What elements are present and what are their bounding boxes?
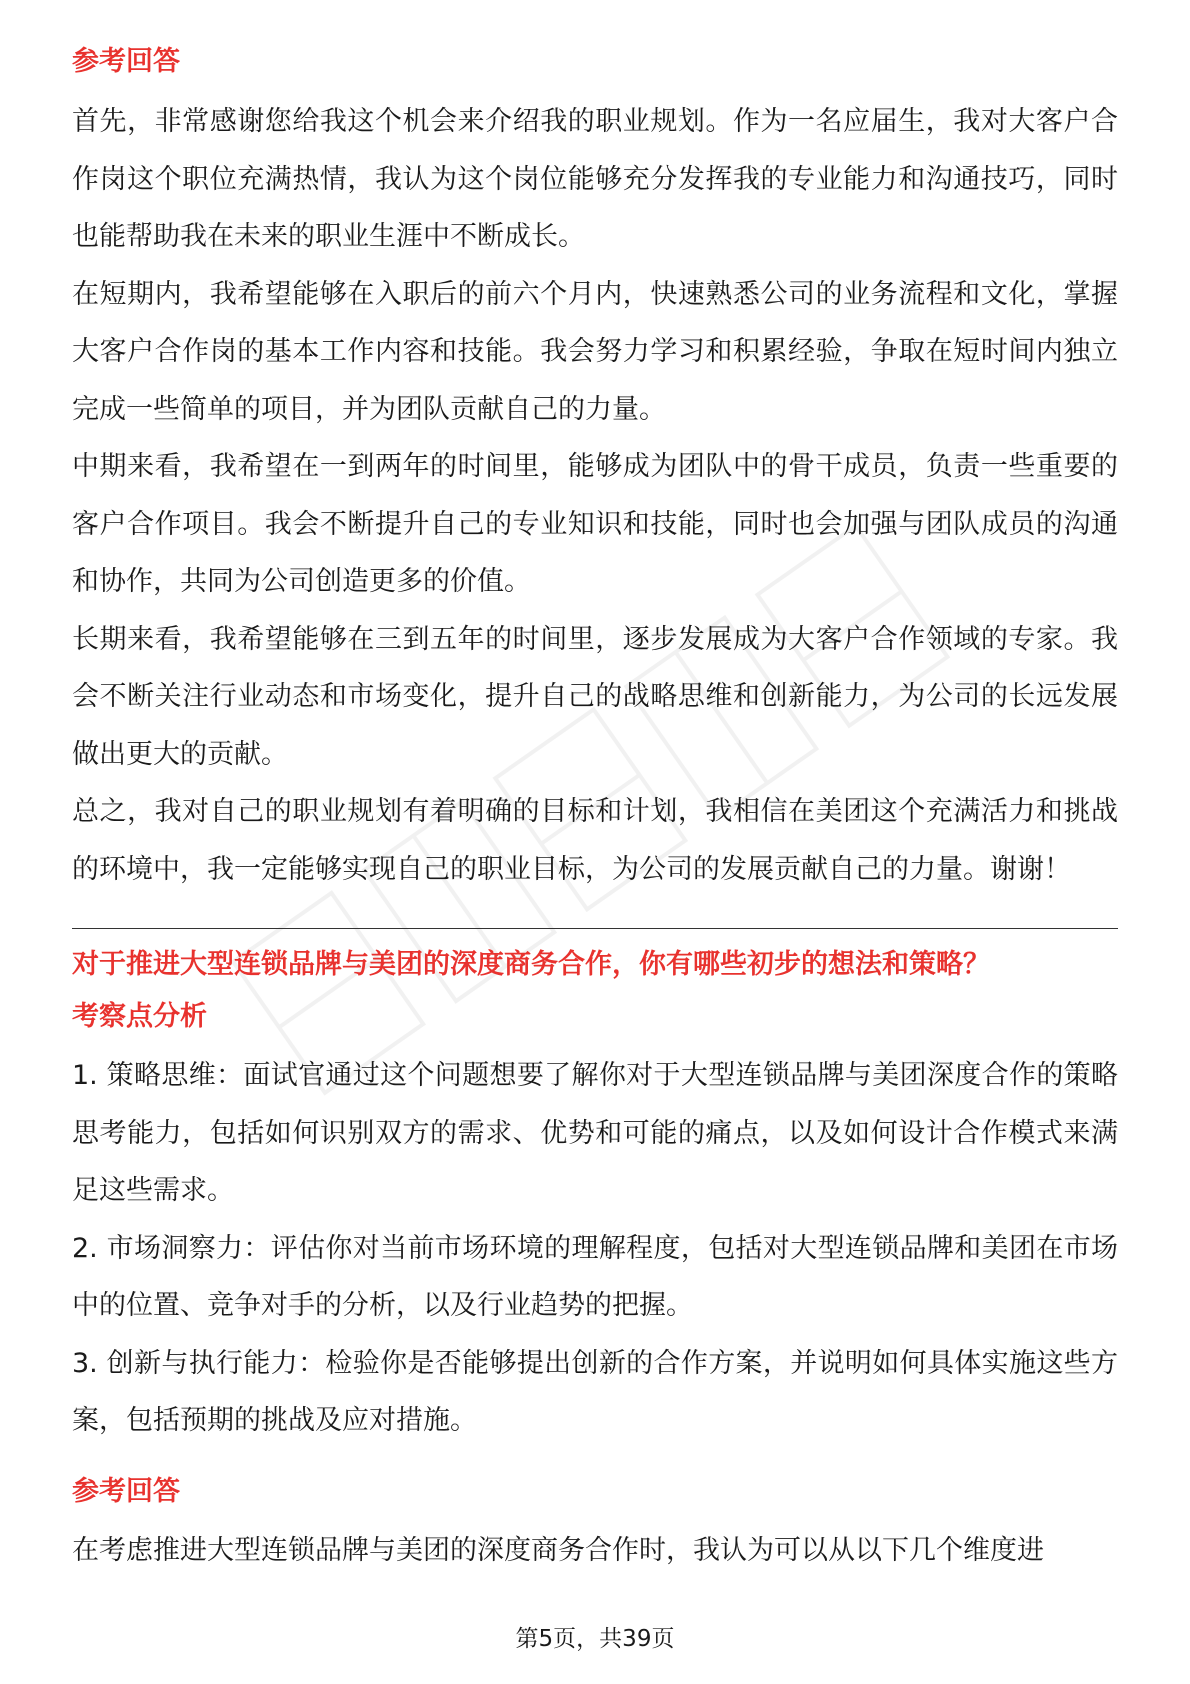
analysis-item-3: 3. 创新与执行能力：检验你是否能够提出创新的合作方案，并说明如何具体实施这些方案，包括预期的挑战及应对措施。 <box>72 1347 1118 1436</box>
answer2-paragraph-1: 在考虑推进大型连锁品牌与美团的深度商务合作时，我认为可以从以下几个维度进 <box>72 1534 1044 1566</box>
document-page <box>72 0 1118 1579</box>
answer-paragraph-2: 在短期内，我希望能够在入职后的前六个月内，快速熟悉公司的业务流程和文化，掌握大客户合作岗的基本工作内容和技能。我会努力学习和积累经验，争取在短时间内独立完成一些简单的项目，并为团队贡献自己的力量。 <box>72 278 1118 425</box>
answer-paragraph-4: 长期来看，我希望能够在三到五年的时间里，逐步发展成为大客户合作领域的专家。我会不断关注行业动态和市场变化，提升自己的战略思维和创新能力，为公司的长远发展做出更大的贡献。 <box>72 623 1118 770</box>
analysis-item-2: 2. 市场洞察力：评估你对当前市场环境的理解程度，包括对大型连锁品牌和美团在市场中的位置、竞争对手的分析，以及行业趋势的把握。 <box>72 1232 1118 1321</box>
interview-question: 对于推进大型连锁品牌与美团的深度商务合作，你有哪些初步的想法和策略？ <box>72 949 990 980</box>
answer-paragraph-3: 中期来看，我希望在一到两年的时间里，能够成为团队中的骨干成员，负责一些重要的客户合作项目。我会不断提升自己的专业知识和技能，同时也会加强与团队成员的沟通和协作，共同为公司创造更多的价值。 <box>72 451 1118 597</box>
section-heading-analysis: 考察点分析 <box>72 1001 207 1032</box>
section-heading-reference-answer: 参考回答 <box>72 46 180 77</box>
section-heading-reference-answer-2: 参考回答 <box>72 1475 180 1507</box>
answer-paragraph-5: 总之，我对自己的职业规划有着明确的目标和计划，我相信在美团这个充满活力和挑战的环境中，我一定能够实现自己的职业目标，为公司的发展贡献自己的力量。谢谢！ <box>72 796 1118 885</box>
page-number-footer: 第5页，共39页 <box>515 1626 675 1652</box>
answer-paragraph-1: 首先，非常感谢您给我这个机会来介绍我的职业规划。作为一名应届生，我对大客户合作岗这个职位充满热情，我认为这个岗位能够充分发挥我的专业能力和沟通技巧，同时也能帮助我在未来的职业生涯中不断成长。 <box>72 106 1118 252</box>
analysis-item-1: 1. 策略思维：面试官通过这个问题想要了解你对于大型连锁品牌与美团深度合作的策略思考能力，包括如何识别双方的需求、优势和可能的痛点，以及如何设计合作模式来满足这些需求。 <box>72 1060 1118 1206</box>
